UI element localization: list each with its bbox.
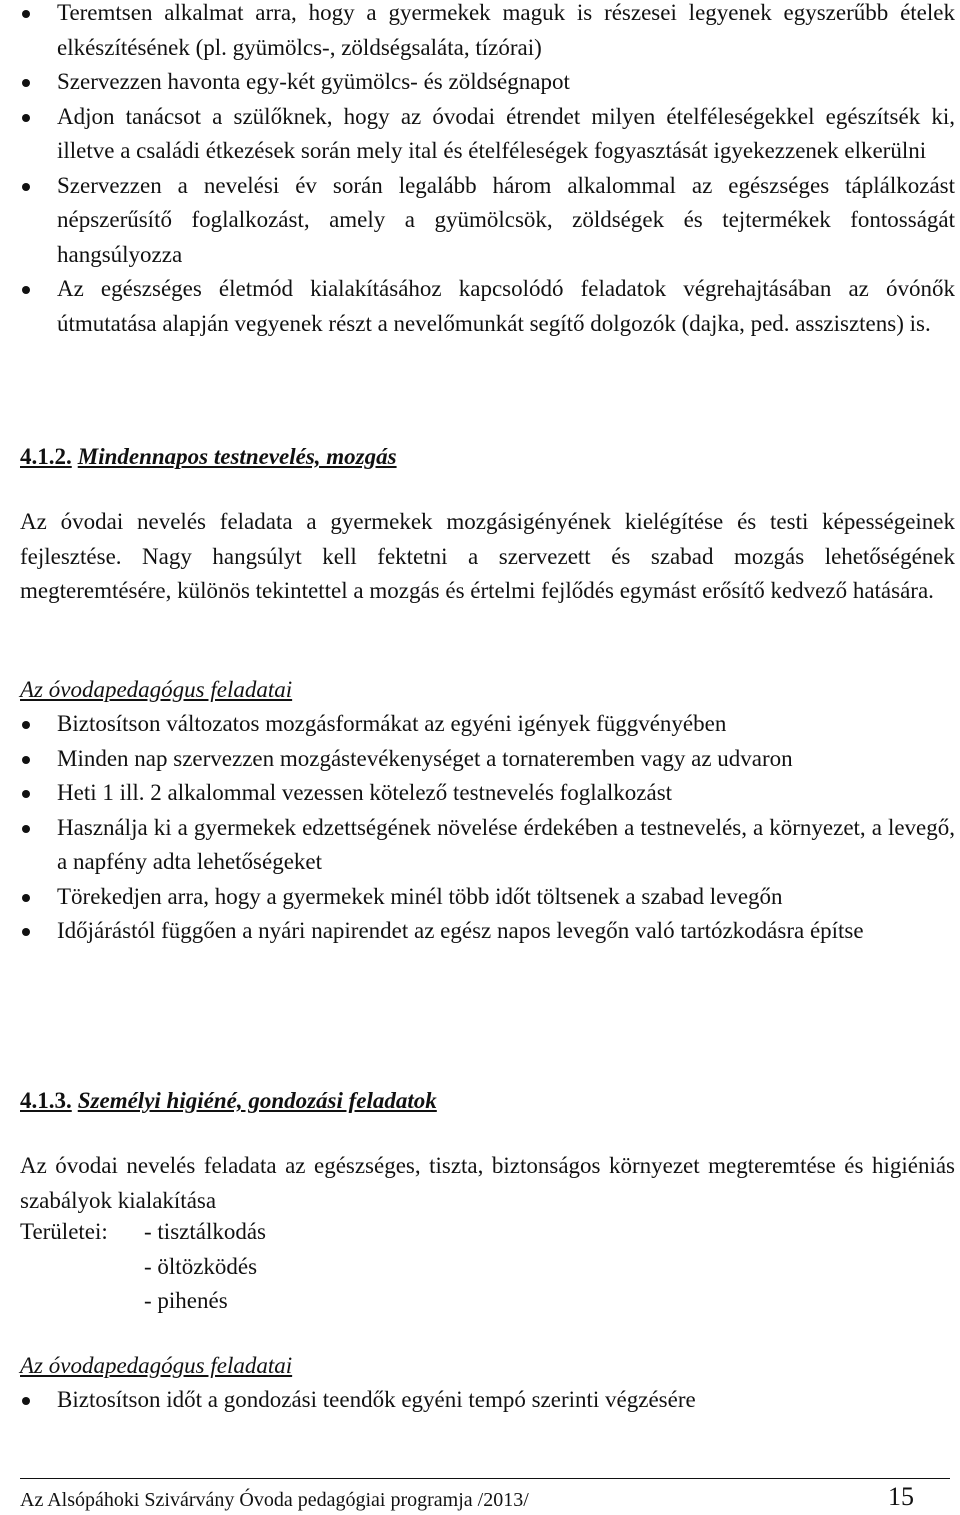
section-heading-4-1-2: 4.1.2. Mindennapos testnevelés, mozgás bbox=[20, 444, 397, 469]
bullet-icon bbox=[22, 183, 30, 191]
list-item: Biztosítson változatos mozgásformákat az egyéni igények függvényében bbox=[0, 707, 955, 742]
list-item: Minden nap szervezzen mozgástevékenységet a tornateremben vagy az udvaron bbox=[0, 742, 955, 777]
bullet-icon bbox=[22, 79, 30, 87]
bullet-icon bbox=[22, 894, 30, 902]
section-4-1-3-task-list bbox=[0, 1383, 955, 1418]
section-4-1-2-task-list bbox=[0, 707, 955, 949]
list-item: Törekedjen arra, hogy a gyermekek minél több időt töltsenek a szabad levegőn bbox=[0, 880, 955, 915]
section-4-1-3-intro: Az óvodai nevelés feladata az egészséges, tiszta, biztonságos környezet megteremtése és higiéniás szabályok kialakítása bbox=[20, 1153, 955, 1213]
area-item: - öltözködés bbox=[144, 1253, 258, 1279]
list-item: Az egészséges életmód kialakításához kapcsolódó feladatok végrehajtásában az óvónők útmutatása alapján vegyenek részt a nevelőmunkát segítő dolgozók (dajka, ped. asszisztens) is. bbox=[0, 272, 955, 341]
list-item: Adjon tanácsot a szülőknek, hogy az óvodai étrendet milyen ételféleségekkel egészítsék ki, illetve a családi étkezések során mely ital és ételféleségek fogyasztását igyekezzenek elkerülni bbox=[0, 100, 955, 169]
bullet-icon bbox=[22, 928, 30, 936]
subheading-teacher-tasks: Az óvodapedagógus feladatai bbox=[20, 677, 293, 702]
subheading-teacher-tasks-2: Az óvodapedagógus feladatai bbox=[20, 1353, 293, 1378]
list-item: Heti 1 ill. 2 alkalommal vezessen kötelező testnevelés foglalkozást bbox=[0, 776, 955, 811]
list-item: Szervezzen havonta egy-két gyümölcs- és zöldségnapot bbox=[0, 65, 955, 100]
footer-divider bbox=[20, 1478, 950, 1479]
area-item: - tisztálkodás bbox=[144, 1219, 266, 1244]
bullet-icon bbox=[22, 114, 30, 122]
list-item: Szervezzen a nevelési év során legalább három alkalommal az egészséges táplálkozást népszerűsítő foglalkozást, amely a gyümölcsök, zöldségek és tejtermékek fontosságát hangsúlyozza bbox=[0, 169, 955, 273]
list-item: Időjárástól függően a nyári napirendet az egész napos levegőn való tartózkodásra építse bbox=[0, 914, 955, 949]
section-4-1-2-intro: Az óvodai nevelés feladata a gyermekek mozgásigényének kielégítése és testi képességeinek fejlesztése. Nagy hangsúlyt kell fektetni a szervezett és szabad mozgás lehetőségének megteremtésére, különös tekintettel a mozgás és értelmi fejlődés egymást erősítő kedvező hatására. bbox=[20, 509, 955, 603]
footer-text: Az Alsópáhoki Szivárvány Óvoda pedagógiai programja /2013/ bbox=[20, 1489, 529, 1511]
bullet-icon bbox=[22, 1397, 30, 1405]
bullet-icon bbox=[22, 825, 30, 833]
bullet-icon bbox=[22, 721, 30, 729]
bullet-icon bbox=[22, 756, 30, 764]
areas-block bbox=[20, 1215, 266, 1313]
top-bullet-list bbox=[0, 0, 955, 341]
area-item: - pihenés bbox=[144, 1288, 228, 1313]
page-number: 15 bbox=[888, 1482, 914, 1511]
list-item: Teremtsen alkalmat arra, hogy a gyermekek maguk is részesei legyenek egyszerűbb ételek elkészítésének (pl. gyümölcs-, zöldségsaláta, tízórai) bbox=[0, 0, 955, 65]
list-item: Használja ki a gyermekek edzettségének növelése érdekében a testnevelés, a környezet, a levegő, a napfény adta lehetőségeket bbox=[0, 811, 955, 880]
areas-label: Területei: bbox=[20, 1219, 108, 1244]
list-item: Biztosítson időt a gondozási teendők egyéni tempó szerinti végzésére bbox=[0, 1383, 955, 1418]
bullet-icon bbox=[22, 790, 30, 798]
bullet-icon bbox=[22, 286, 30, 294]
section-heading-4-1-3: 4.1.3. Személyi higiéné, gondozási feladatok bbox=[20, 1088, 437, 1113]
bullet-icon bbox=[22, 10, 30, 18]
